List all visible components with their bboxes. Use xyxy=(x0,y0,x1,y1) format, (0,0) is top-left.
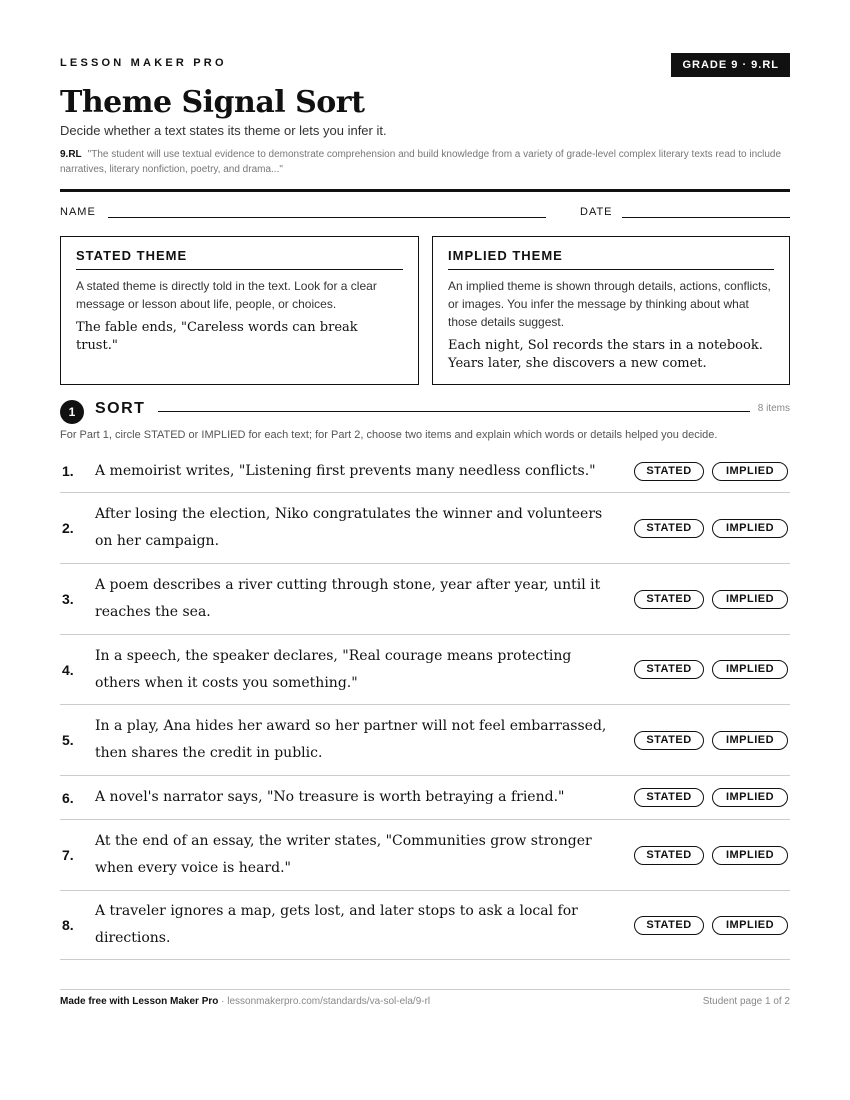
implied-choice-button[interactable]: IMPLIED xyxy=(712,916,788,935)
item-number: 2. xyxy=(62,520,74,536)
name-label: NAME xyxy=(60,206,96,218)
page-title: Theme Signal Sort xyxy=(60,85,365,120)
item-row-2 xyxy=(60,493,790,564)
footer-page-number: Student page 1 of 2 xyxy=(702,996,790,1007)
worksheet-page xyxy=(60,0,790,1100)
section-header xyxy=(60,399,790,423)
brand-name: LESSON MAKER PRO xyxy=(60,57,227,69)
item-number: 1. xyxy=(62,463,74,479)
item-number: 3. xyxy=(62,591,74,607)
item-number: 4. xyxy=(62,661,74,678)
footer-made-with: Made free with Lesson Maker Pro xyxy=(60,996,219,1007)
stated-choice-button[interactable]: STATED xyxy=(634,846,704,865)
item-choices xyxy=(634,731,788,750)
implied-choice-button[interactable]: IMPLIED xyxy=(712,660,788,679)
implied-choice-button[interactable]: IMPLIED xyxy=(712,846,788,865)
item-number: 7. xyxy=(62,847,74,863)
item-list xyxy=(60,450,790,960)
item-text: A novel's narrator says, "No treasure is worth betraying a friend." xyxy=(95,789,565,805)
item-row-7 xyxy=(60,820,790,891)
item-number: 5. xyxy=(62,732,74,748)
section-number: 1 xyxy=(60,400,84,424)
item-text: A poem describes a river cutting through stone, year after year, until it reaches the sea. xyxy=(95,577,601,620)
standard-text: "The student will use textual evidence to demonstrate comprehension and build knowledge from a variety of grade-level complex literary texts read to include narratives, literary nonfiction, poetry, and drama..." xyxy=(60,149,782,175)
item-choices xyxy=(634,916,788,935)
date-label: DATE xyxy=(580,206,613,218)
stated-theme-definition: A stated theme is directly told in the text. Look for a clear message or lesson about life, people, or choices. xyxy=(76,279,377,311)
header-divider xyxy=(60,189,790,192)
implied-choice-button[interactable]: IMPLIED xyxy=(712,462,788,481)
item-number: 8. xyxy=(62,917,74,933)
item-number: 6. xyxy=(62,789,74,806)
item-count: 8 items xyxy=(757,403,790,414)
grade-badge: GRADE 9 · 9.RL xyxy=(671,53,790,77)
stated-choice-button[interactable]: STATED xyxy=(634,519,704,538)
item-choices xyxy=(634,462,788,481)
item-row-1 xyxy=(60,450,790,493)
implied-choice-button[interactable]: IMPLIED xyxy=(712,731,788,750)
item-row-3 xyxy=(60,564,790,635)
item-row-4 xyxy=(60,635,790,705)
stated-choice-button[interactable]: STATED xyxy=(634,788,704,807)
footer-url: · lessonmakerpro.com/standards/va-sol-ela/9-rl xyxy=(218,996,431,1007)
stated-choice-button[interactable]: STATED xyxy=(634,462,704,481)
item-text: A traveler ignores a map, gets lost, and later stops to ask a local for directions. xyxy=(95,903,578,946)
footer-credit xyxy=(60,996,430,1007)
stated-choice-button[interactable]: STATED xyxy=(634,660,704,679)
implied-choice-button[interactable]: IMPLIED xyxy=(712,788,788,807)
stated-theme-example: The fable ends, "Careless words can break trust." xyxy=(76,320,358,353)
item-choices xyxy=(634,519,788,538)
section-divider xyxy=(158,411,750,412)
item-text: In a play, Ana hides her award so her partner will not feel embarrassed, then shares the credit in public. xyxy=(95,718,607,761)
footer-divider xyxy=(60,989,790,990)
standard-code: 9.RL xyxy=(60,149,82,160)
implied-theme-example: Each night, Sol records the stars in a notebook. Years later, she discovers a new comet. xyxy=(448,338,763,371)
implied-choice-button[interactable]: IMPLIED xyxy=(712,519,788,538)
section-instructions: For Part 1, circle STATED or IMPLIED for each text; for Part 2, choose two items and explain which words or details helped you decide. xyxy=(60,429,718,441)
stated-choice-button[interactable]: STATED xyxy=(634,916,704,935)
item-text: In a speech, the speaker declares, "Real courage means protecting others when it costs you something." xyxy=(95,647,572,691)
name-field[interactable] xyxy=(108,217,546,218)
item-choices xyxy=(634,846,788,865)
stated-choice-button[interactable]: STATED xyxy=(634,590,704,609)
page-subtitle: Decide whether a text states its theme or lets you infer it. xyxy=(60,123,387,138)
implied-choice-button[interactable]: IMPLIED xyxy=(712,590,788,609)
standard-description xyxy=(60,147,790,177)
item-row-5 xyxy=(60,705,790,776)
item-row-6 xyxy=(60,776,790,820)
item-text: After losing the election, Niko congratulates the winner and volunteers on her campaign. xyxy=(95,506,603,549)
item-text: At the end of an essay, the writer states, "Communities grow stronger when every voice is heard." xyxy=(95,833,592,876)
item-choices xyxy=(634,660,788,679)
section-title: SORT xyxy=(95,400,146,417)
implied-theme-definition: An implied theme is shown through details, actions, conflicts, or images. You infer the message by thinking about what those details suggest. xyxy=(448,279,771,329)
date-field[interactable] xyxy=(622,217,790,218)
stated-theme-card xyxy=(60,236,419,385)
stated-choice-button[interactable]: STATED xyxy=(634,731,704,750)
implied-theme-card xyxy=(432,236,790,385)
stated-theme-title: STATED THEME xyxy=(76,248,403,270)
item-choices xyxy=(634,590,788,609)
item-text: A memoirist writes, "Listening first prevents many needless conflicts." xyxy=(95,462,596,479)
item-choices xyxy=(634,788,788,807)
item-row-8 xyxy=(60,891,790,960)
implied-theme-title: IMPLIED THEME xyxy=(448,248,774,270)
